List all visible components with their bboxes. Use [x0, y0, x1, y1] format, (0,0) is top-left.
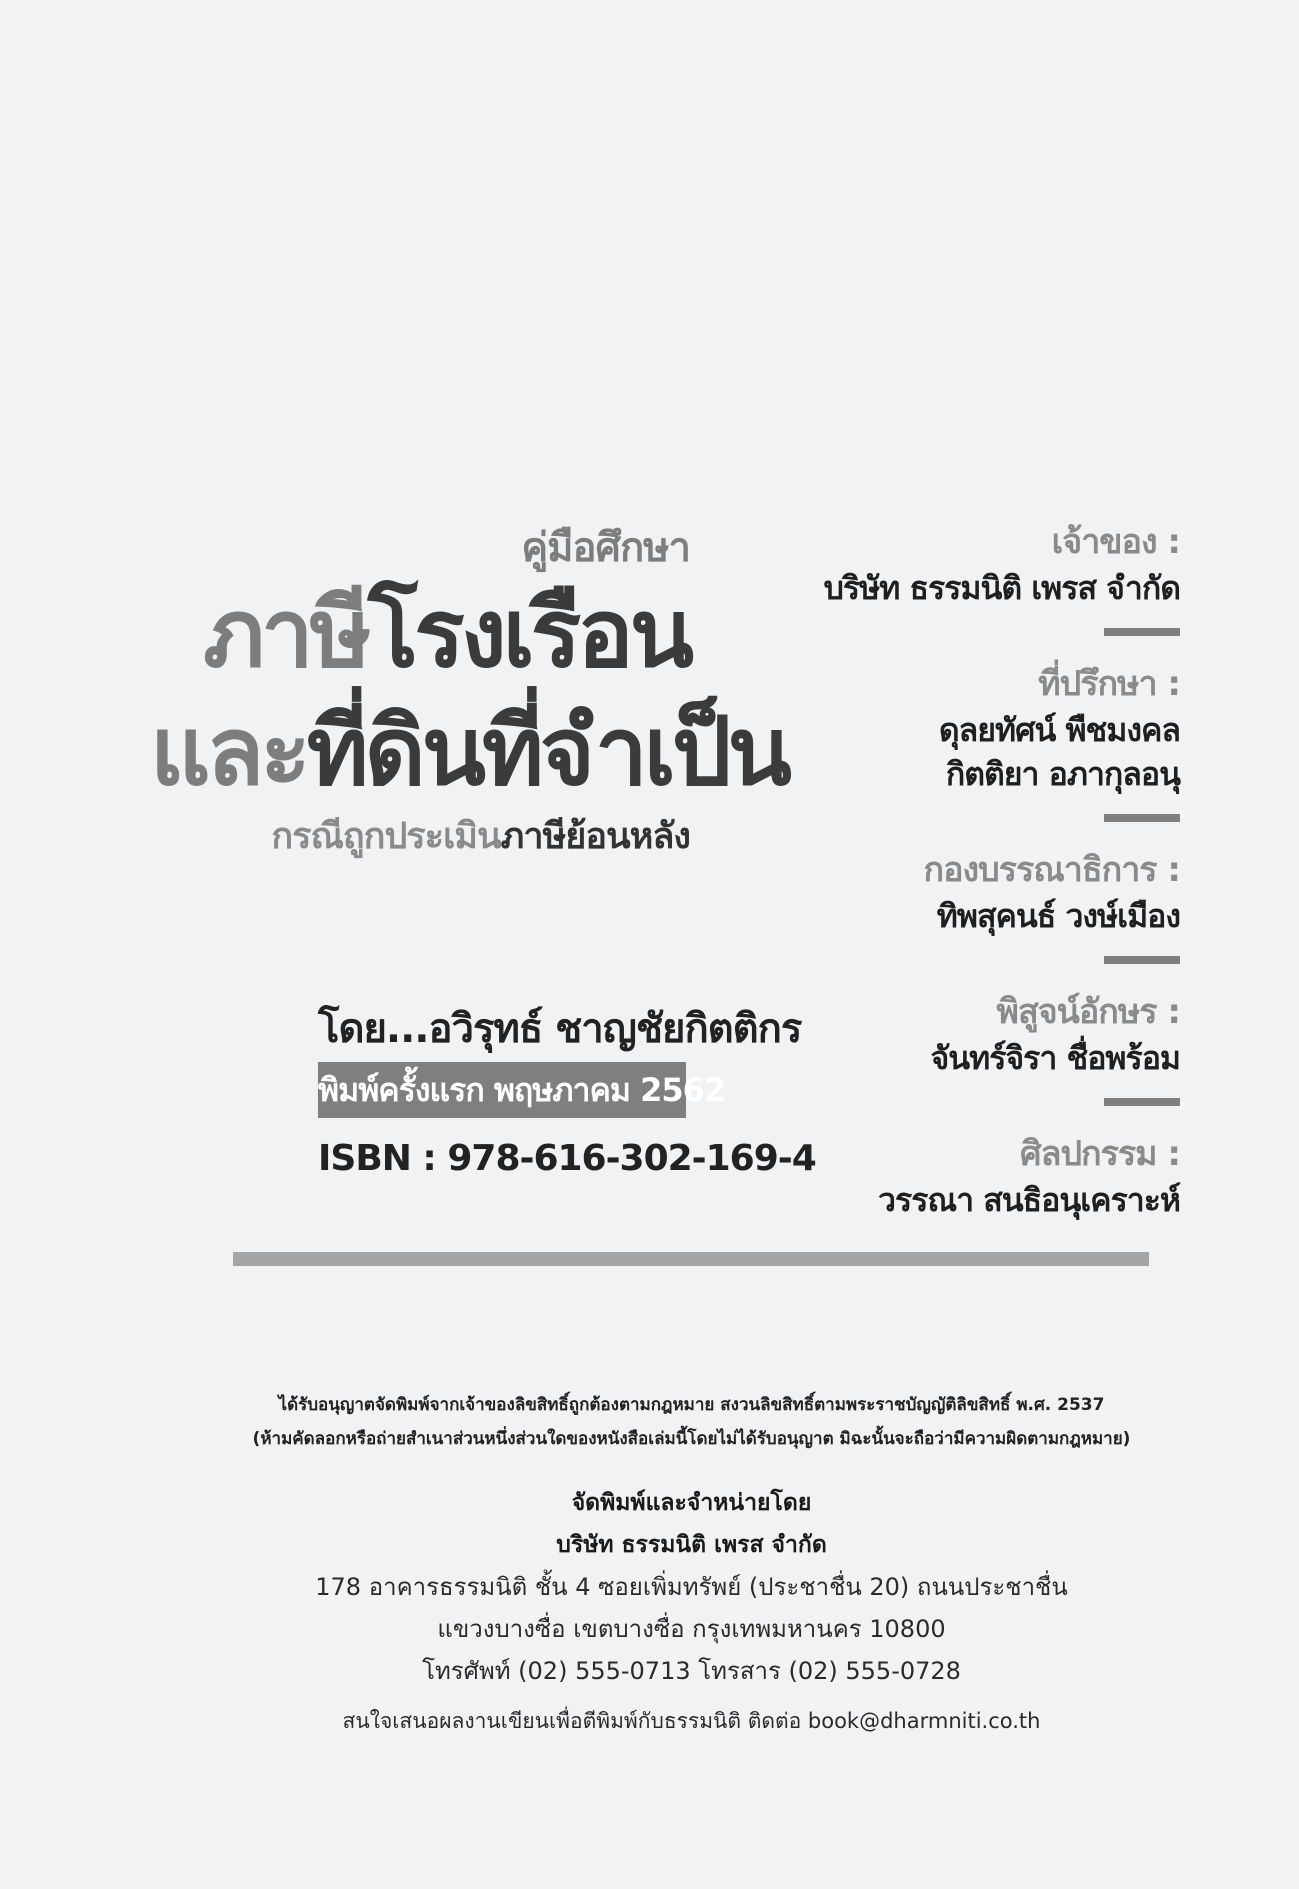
publisher-heading: จัดพิมพ์และจำหน่ายโดย	[571, 1490, 812, 1516]
imprint-block	[0, 1388, 1299, 1742]
credit-label: ศิลปกรรม :	[1020, 1134, 1180, 1174]
credit-divider	[1104, 956, 1180, 964]
copyright-notice-2: (ห้ามคัดลอกหรือถ่ายสำเนาส่วนหนึ่งส่วนใดของหนังสือเล่มนี้โดยไม่ได้รับอนุญาต มิฉะนั้นจะถือว่ามีความผิดตามกฎหมาย)	[252, 1429, 1131, 1449]
credit-divider	[1104, 1098, 1180, 1106]
isbn-line: ISBN : 978-616-302-169-4	[318, 1138, 816, 1179]
publisher-address-2: แขวงบางซื่อ เขตบางซื่อ กรุงเทพมหานคร 10800	[437, 1615, 946, 1643]
title-line-2	[150, 694, 788, 812]
book-subtitle	[150, 812, 690, 862]
subtitle-light: กรณีถูกประเมิน	[271, 816, 501, 857]
edition-badge: พิมพ์ครั้งแรก พฤษภาคม 2562	[318, 1062, 686, 1118]
credit-label: กองบรรณาธิการ :	[923, 850, 1180, 890]
title-line-1-dark: โรงเรือน	[367, 580, 690, 689]
credit-name: วรรณา สนธิอนุเคราะห์	[878, 1181, 1180, 1219]
publisher-name: บริษัท ธรรมนิติ เพรส จำกัด	[556, 1532, 827, 1558]
credit-advisors	[820, 660, 1180, 822]
credit-proofreader	[820, 988, 1180, 1106]
credit-divider	[1104, 628, 1180, 636]
submission-contact: สนใจเสนอผลงานเขียนเพื่อตีพิมพ์กับธรรมนิติ ติดต่อ book@dharmniti.co.th	[342, 1709, 1041, 1733]
credit-divider	[1104, 814, 1180, 822]
publisher-phone: โทรศัพท์ (02) 555-0713 โทรสาร (02) 555-0728	[422, 1657, 961, 1685]
title-line-2-dark: ที่ดินที่จำเป็น	[306, 698, 788, 807]
title-line-1-light: ภาษี	[203, 580, 368, 689]
copyright-notice-1: ได้รับอนุญาตจัดพิมพ์จากเจ้าของลิขสิทธิ์ถูกต้องตามกฎหมาย สงวนลิขสิทธิ์ตามพระราชบัญญัติลิขสิทธิ์ พ.ศ. 2537	[278, 1395, 1105, 1415]
section-divider	[233, 1252, 1149, 1266]
author-line: โดย...อวิรุทธ์ ชาญชัยกิตติกร	[318, 1006, 802, 1052]
subtitle-dark: ภาษีย้อนหลัง	[500, 816, 690, 857]
book-title-block	[150, 520, 788, 862]
credit-name: จันทร์จิรา ชื่อพร้อม	[930, 1039, 1180, 1077]
credit-name: กิตติยา อภากุลอนุ	[945, 755, 1180, 793]
credit-label: พิสูจน์อักษร :	[996, 992, 1180, 1032]
credit-artwork	[820, 1130, 1180, 1222]
credit-name: ดุลยทัศน์ พืชมงคล	[938, 711, 1180, 749]
title-kicker: คู่มือศึกษา	[521, 525, 690, 571]
publisher-address-1: 178 อาคารธรรมนิติ ชั้น 4 ซอยเพิ่มทรัพย์ (ประชาชื่น 20) ถนนประชาชื่น	[315, 1573, 1068, 1601]
credit-name: บริษัท ธรรมนิติ เพรส จำกัด	[823, 569, 1180, 607]
credit-label: ที่ปรึกษา :	[1038, 664, 1180, 704]
credit-owner	[820, 518, 1180, 636]
credit-label: เจ้าของ :	[1051, 522, 1180, 562]
credits-column	[820, 518, 1180, 1222]
title-line-1	[150, 576, 690, 694]
title-line-2-light: และ	[150, 698, 307, 807]
credit-editorial	[820, 846, 1180, 964]
credit-name: ทิพสุคนธ์ วงษ์เมือง	[936, 897, 1180, 935]
